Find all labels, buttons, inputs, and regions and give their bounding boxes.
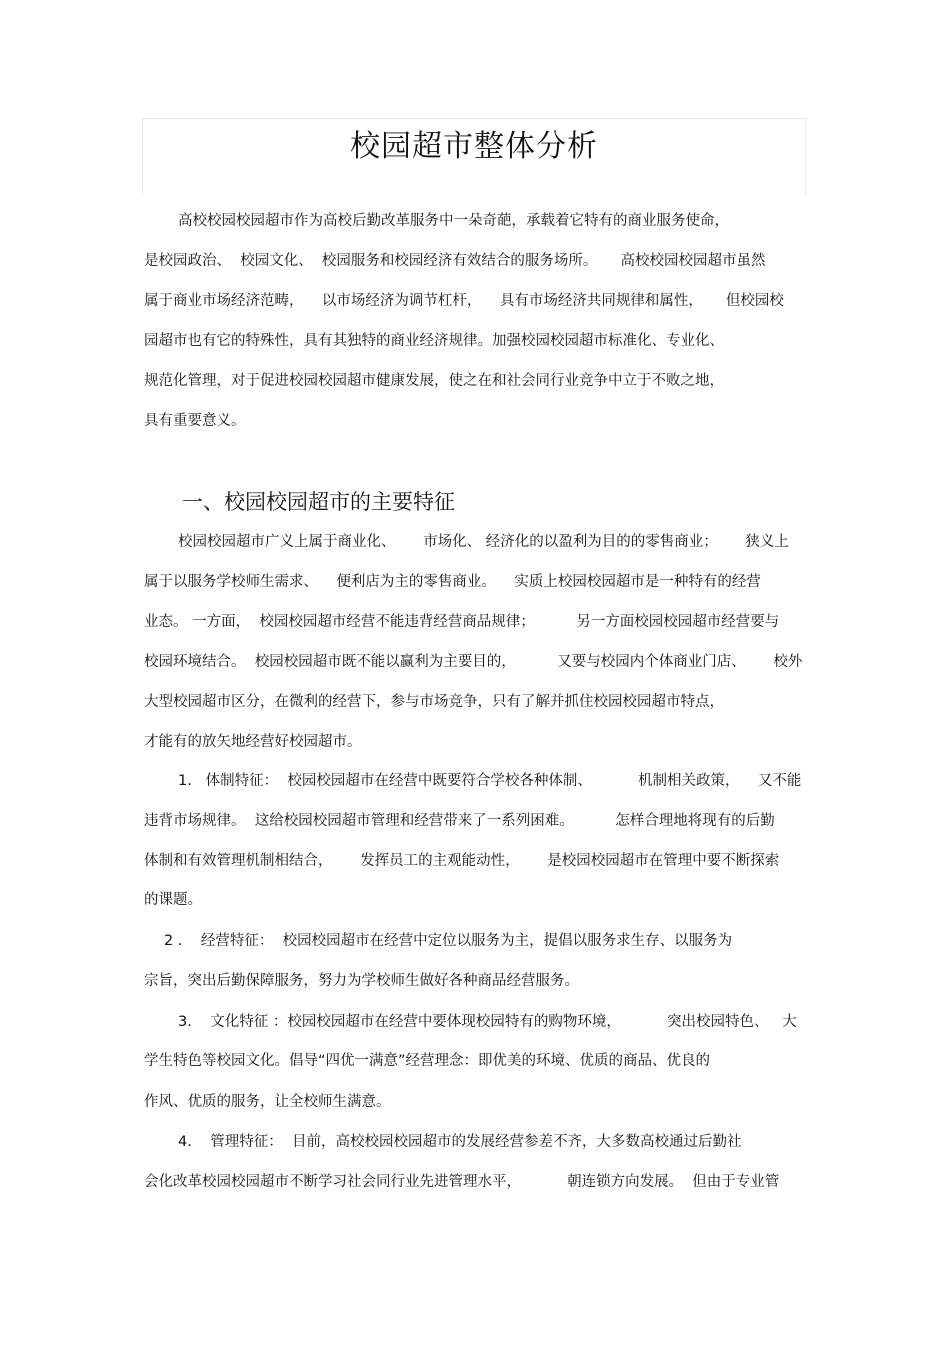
section-line: 校园校园超市广义上属于商业化、 市场化、 经济化的以盈利为目的的零售商业； 狭义上 (178, 534, 789, 550)
title-box (142, 118, 806, 196)
item-1-line: 1. 体制特征： 校园校园超市在经营中既要符合学校各种体制、 机制相关政策， 又不能 (178, 773, 802, 789)
item-2-line: 宗旨，突出后勤保障服务，努力为学校师生做好各种商品经营服务。 (144, 973, 579, 989)
section-line: 校园环境结合。 校园校园超市既不能以赢利为主要目的， 又要与校园内个体商业门店、 校外 (144, 654, 803, 670)
intro-line: 具有重要意义。 (144, 413, 246, 429)
intro-line: 高校校园校园超市作为高校后勤改革服务中一朵奇葩，承载着它特有的商业服务使命， (178, 213, 729, 229)
intro-line: 园超市也有它的特殊性，具有其独特的商业经济规律。加强校园校园超市标准化、专业化、 (144, 333, 724, 349)
section-heading: 一、校园校园超市的主要特征 (182, 490, 455, 514)
item-2-line: 2 . 经营特征： 校园校园超市在经营中定位以服务为主，提倡以服务求生存、以服务为 (164, 933, 733, 949)
item-1-line: 的课题。 (144, 892, 202, 908)
item-1-line: 违背市场规律。 这给校园校园超市管理和经营带来了一系列困难。 怎样合理地将现有的后勤 (144, 813, 775, 829)
item-3-line: 学生特色等校园文化。倡导“四优一满意”经营理念：即优美的环境、优质的商品、优良的 (144, 1053, 711, 1069)
section-line: 才能有的放矢地经营好校园超市。 (144, 734, 362, 750)
section-line: 大型校园超市区分，在微利的经营下，参与市场竞争，只有了解并抓住校园校园超市特点， (144, 694, 724, 710)
item-3-line: 作风、优质的服务，让全校师生满意。 (144, 1094, 391, 1110)
intro-line: 是校园政治、 校园文化、 校园服务和校园经济有效结合的服务场所。 高校校园校园超市虽然 (144, 253, 766, 269)
section-line: 业态。 一方面， 校园校园超市经营不能违背经营商品规律； 另一方面校园校园超市经营要与 (144, 614, 780, 630)
item-4-line: 会化改革校园校园超市不断学习社会同行业先进管理水平， 朝连锁方向发展。 但由于专业管 (144, 1174, 780, 1190)
intro-line: 规范化管理，对于促进校园校园超市健康发展，使之在和社会同行业竞争中立于不败之地， (144, 373, 724, 389)
item-4-line: 4. 管理特征： 目前，高校校园校园超市的发展经营参差不齐，大多数高校通过后勤社 (178, 1134, 742, 1150)
item-1-line: 体制和有效管理机制相结合， 发挥员工的主观能动性， 是校园校园超市在管理中要不断探索 (144, 853, 780, 869)
item-3-line: 3. 文化特征 ：校园校园超市在经营中要体现校园特有的购物环境， 突出校园特色、 大 (178, 1014, 797, 1030)
page-title: 校园超市整体分析 (350, 129, 598, 164)
section-line: 属于以服务学校师生需求、 便利店为主的零售商业。 实质上校园校园超市是一种特有的经营 (144, 574, 761, 590)
intro-line: 属于商业市场经济范畴， 以市场经济为调节杠杆， 具有市场经济共同规律和属性， 但校园校 (144, 293, 784, 309)
